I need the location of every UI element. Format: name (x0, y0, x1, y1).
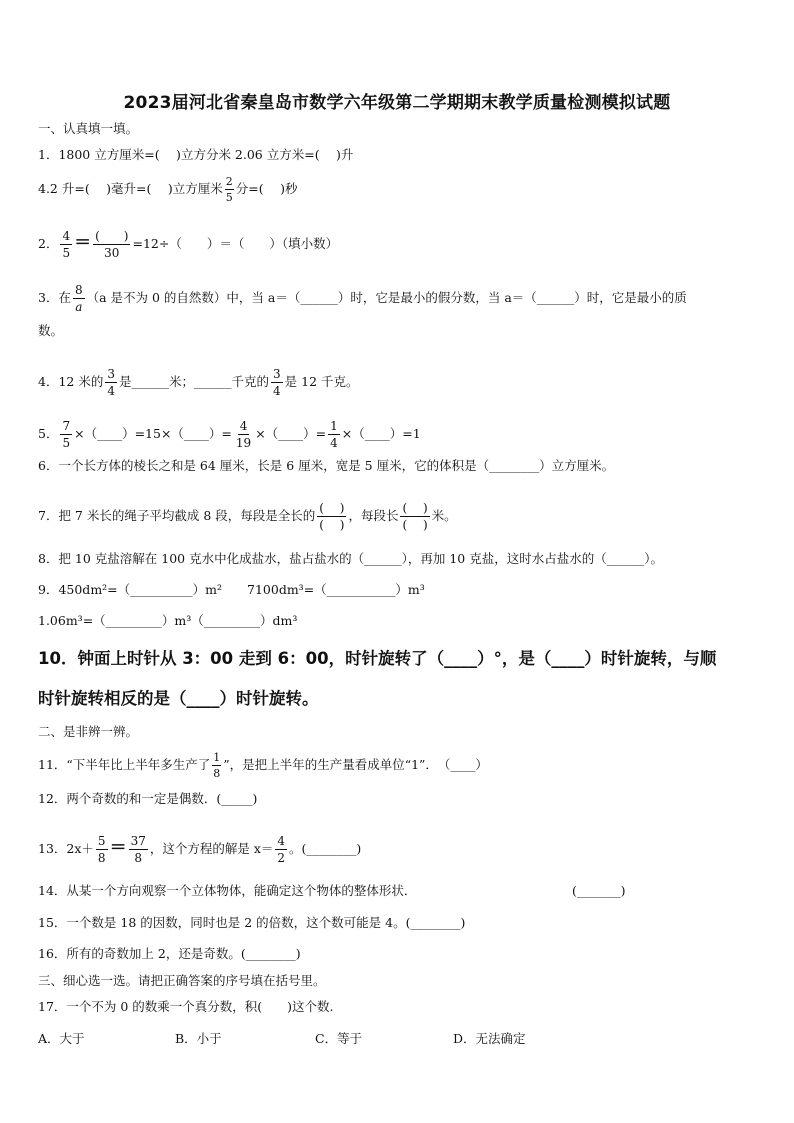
question-15: 15．一个数是 18 的因数，同时也是 2 的倍数，这个数可能是 4。(________) (38, 915, 466, 930)
q5-p1: ×（____）=15×（____）= (74, 426, 232, 441)
q5-f1-den: 5 (62, 436, 71, 450)
q4-mid: 是______米；______千克的 (118, 374, 269, 389)
q5-fraction-2 (234, 420, 253, 449)
q2-f2-num: ( ) (95, 229, 129, 243)
q1b-fraction (225, 176, 234, 203)
question-10a: 10．钟面上时针从 3：00 走到 6：00，时针旋转了（____）°，是（____）时针旋转，与顺 (38, 649, 717, 668)
q13-f3-num: 4 (277, 834, 286, 848)
q13-f1-den: 8 (97, 851, 106, 865)
question-16: 16．所有的奇数加上 2，还是奇数。(________) (38, 946, 301, 961)
q2-f1-den: 5 (62, 246, 71, 260)
q4-pre: 4．12 米的 (38, 374, 104, 389)
q4-f1-num: 3 (107, 367, 115, 381)
q5-p2: ×（____）= (255, 426, 327, 441)
q5-num: 5． (38, 426, 59, 441)
q7-pre: 7．把 7 米长的绳子平均截成 8 段，每段是全长的 (38, 508, 316, 523)
q13-post: 。(________) (289, 841, 362, 856)
question-3b: 数。 (38, 323, 64, 338)
q3-post: （a 是不为 0 的自然数）中，当 a＝（______）时，它是最小的假分数，当 a＝（______）时，它是最小的质 (86, 290, 687, 305)
question-14-blank: (_______) (572, 883, 626, 898)
question-3a (38, 284, 687, 313)
q7-mid: ，每段长 (348, 508, 399, 523)
q5-f2-num: 4 (239, 419, 248, 433)
question-10b: 时针旋转相反的是（____）时针旋转。 (38, 689, 319, 708)
q3-fraction (73, 284, 85, 313)
question-8: 8．把 10 克盐溶解在 100 克水中化成盐水，盐占盐水的（______），再加 10 克盐，这时水占盐水的（______）。 (38, 551, 663, 566)
q1b-num: 2 (225, 175, 233, 188)
q13-fraction-1 (96, 835, 108, 864)
q11-pre: 11．“下半年比上半年多生产了 (38, 757, 211, 772)
q5-f3-num: 1 (330, 419, 338, 433)
q5-f1-num: 7 (62, 419, 71, 433)
q2-f1-num: 4 (62, 229, 71, 243)
question-7 (38, 502, 457, 531)
q1b-den: 5 (225, 191, 233, 204)
q13-f1-num: 5 (97, 834, 106, 848)
q17-option-c: C．等于 (315, 1031, 363, 1046)
section-3-heading: 三、细心选一选。请把正确答案的序号填在括号里。 (38, 973, 326, 988)
q17-option-d: D．无法确定 (453, 1031, 526, 1046)
section-1-heading: 一、认真填一填。 (38, 121, 139, 136)
q7-f2-den: ( ) (402, 518, 428, 532)
q13-f2-num: 37 (130, 834, 146, 848)
question-2 (38, 230, 338, 259)
question-9b: 1.06m³=（_________）m³（_________）dm³ (38, 613, 298, 628)
question-13 (38, 835, 361, 864)
q4-fraction-1 (105, 368, 117, 397)
q13-equals: ＝ (109, 838, 127, 858)
q3-pre: 3．在 (38, 290, 71, 305)
q7-f2-num: ( ) (402, 501, 428, 515)
q2-f2-den: 30 (104, 246, 120, 260)
q13-mid: ，这个方程的解是 x＝ (149, 841, 274, 856)
q11-fraction (212, 752, 221, 779)
question-1b (38, 176, 297, 203)
q5-p3: ×（____）=1 (341, 426, 421, 441)
q17-option-b: B．小于 (175, 1031, 222, 1046)
q2-fraction-2 (93, 230, 130, 259)
q3-num: 8 (74, 283, 83, 297)
q13-fraction-3 (275, 835, 287, 864)
q2-equals: ＝ (74, 233, 92, 253)
q5-fraction-3 (328, 420, 340, 449)
q7-f1-num: ( ) (319, 501, 345, 515)
q17-option-a: A．大于 (38, 1031, 85, 1046)
q2-post: =12÷（ ）＝（ ）（填小数） (132, 236, 339, 251)
q5-f3-den: 4 (330, 436, 338, 450)
question-17: 17．一个不为 0 的数乘一个真分数，积( )这个数. (38, 999, 334, 1014)
q2-fraction-1 (60, 230, 72, 259)
question-9a: 9．450dm²=（__________）m² 7100dm³=（___________）m³ (38, 582, 425, 597)
question-12: 12．两个奇数的和一定是偶数．(_____) (38, 791, 258, 806)
question-14: 14．从某一个方向观察一个立体物体，能确定这个物体的整体形状． (38, 883, 417, 898)
question-5 (38, 420, 421, 449)
q13-fraction-2 (129, 835, 148, 864)
q4-f2-num: 3 (273, 367, 281, 381)
q2-num: 2． (38, 236, 59, 251)
q1b-post: 分=( )秒 (235, 181, 298, 196)
q13-f2-den: 8 (134, 851, 143, 865)
q13-pre: 13．2x＋ (38, 841, 94, 856)
q11-den: 8 (213, 767, 221, 780)
page-title: 2023届河北省秦皇岛市数学六年级第二学期期末教学质量检测模拟试题 (123, 93, 671, 113)
question-6: 6．一个长方体的棱长之和是 64 厘米，长是 6 厘米，宽是 5 厘米，它的体积是（________）立方厘米。 (38, 458, 615, 473)
question-1a: 1．1800 立方厘米=( )立方分米 2.06 立方米=( )升 (38, 147, 354, 162)
question-4 (38, 368, 359, 397)
q5-fraction-1 (60, 420, 72, 449)
q13-f3-den: 2 (277, 851, 286, 865)
q4-f1-den: 4 (107, 384, 115, 398)
q11-num: 1 (213, 751, 221, 764)
q7-f1-den: ( ) (319, 518, 345, 532)
q7-post: 米。 (431, 508, 457, 523)
q7-fraction-2 (400, 502, 429, 531)
q5-f2-den: 19 (235, 436, 252, 450)
q7-fraction-1 (317, 502, 346, 531)
q4-f2-den: 4 (273, 384, 281, 398)
question-11 (38, 752, 488, 779)
section-2-heading: 二、是非辨一辨。 (38, 724, 139, 739)
q4-post: 是 12 千克。 (284, 374, 359, 389)
q4-fraction-2 (271, 368, 283, 397)
q11-post: ”，是把上半年的生产量看成单位“1”． （____） (223, 757, 488, 772)
q3-den: a (75, 300, 83, 314)
q1b-pre: 4.2 升=( )毫升=( )立方厘米 (38, 181, 223, 196)
